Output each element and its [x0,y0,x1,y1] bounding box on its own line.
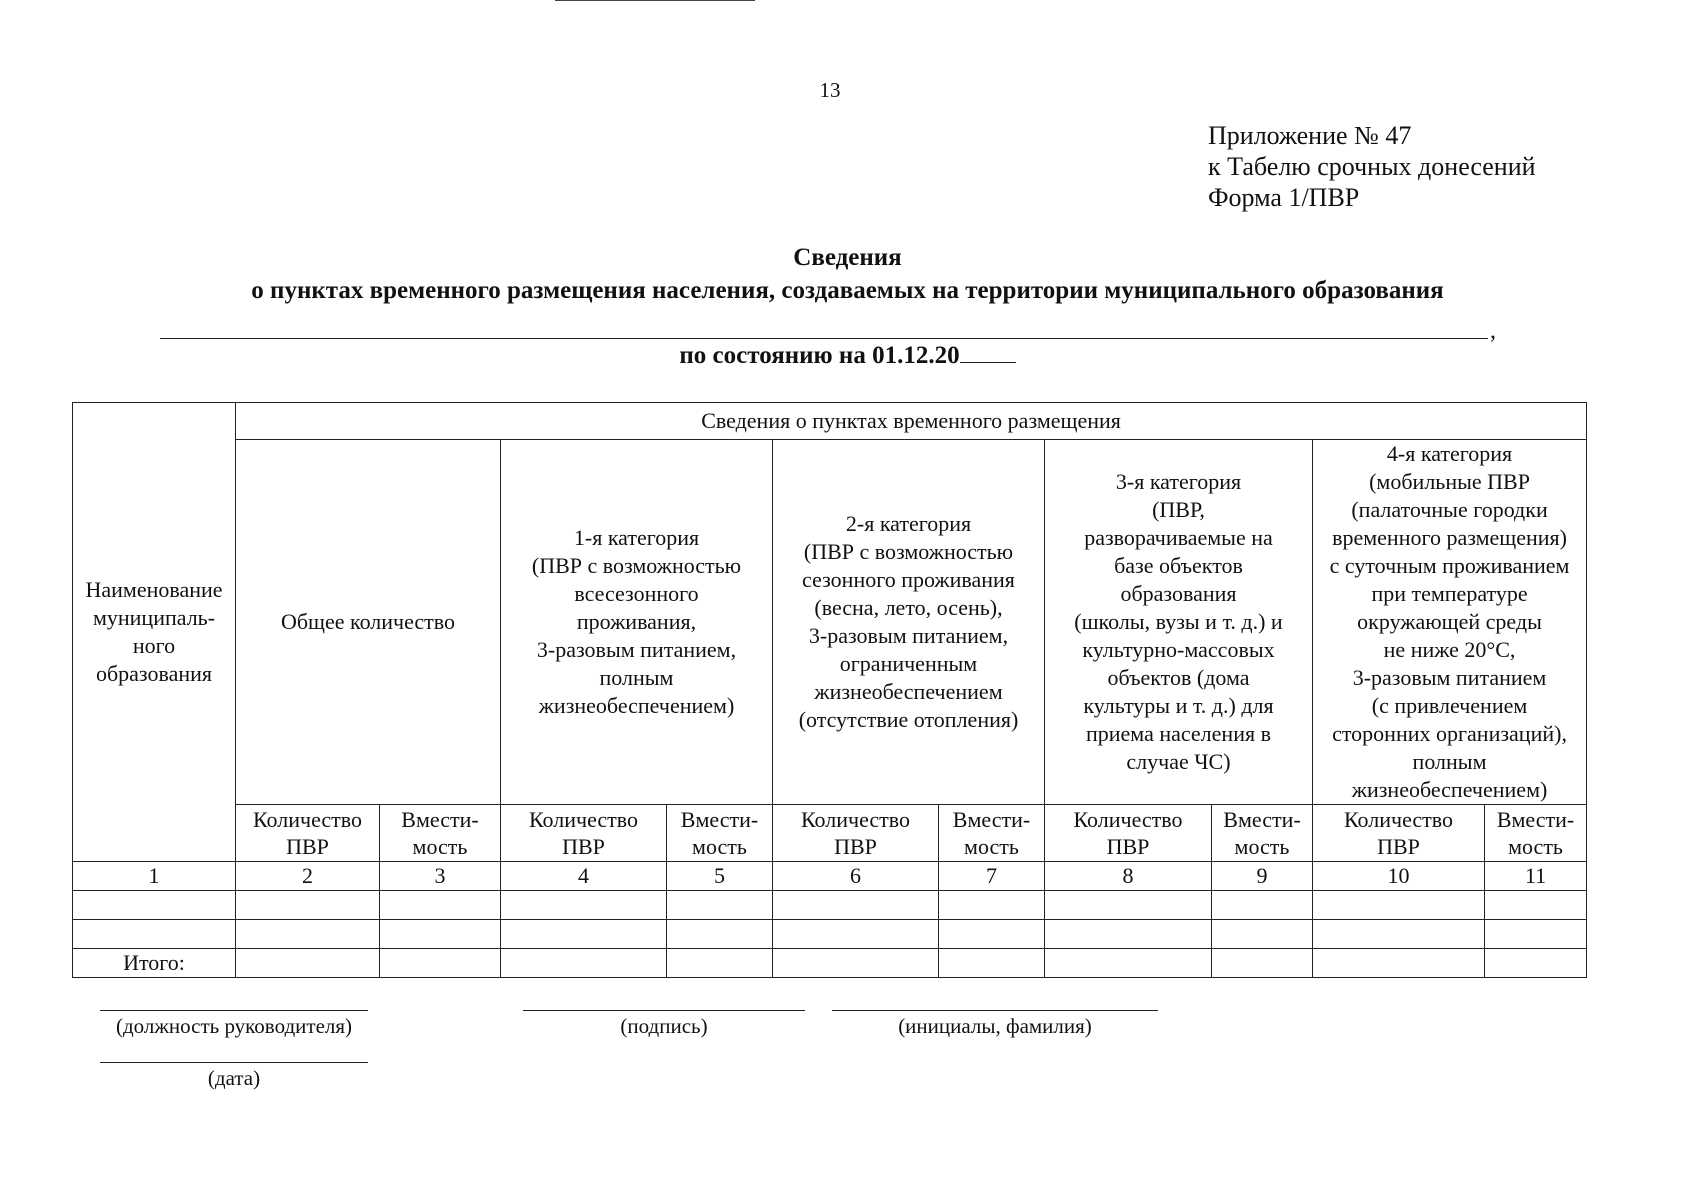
fill-line-comma: , [1490,318,1496,344]
empty-cell [1212,920,1313,949]
appendix-block [1208,120,1536,213]
category-4-header: 4-я категория (мобильные ПВР (палаточные городки временного размещения) с суточным проживанием при температуре окружающей среды не ниже 20°С, 3-разовым питанием (с привлечением сторонних организаций), полным жизнеобеспечением) [1313,440,1587,805]
count-header: Количество ПВР [236,805,380,862]
empty-cell [1485,891,1587,920]
total-label: Итого: [73,949,236,978]
empty-cell [501,891,667,920]
column-number: 1 [73,862,236,891]
column-number: 5 [667,862,773,891]
column-number: 9 [1212,862,1313,891]
empty-cell [667,920,773,949]
table-row [73,920,1587,949]
date-line [100,1062,368,1063]
category-2-header: 2-я категория (ПВР с возможностью сезонного проживания (весна, лето, осень), 3-разовым питанием, ограниченным жизнеобеспечением (отсутствие отопления) [773,440,1045,805]
capacity-header: Вмести- мость [939,805,1045,862]
name-caption: (инициалы, фамилия) [898,1014,1092,1038]
empty-cell [236,920,380,949]
column-number: 6 [773,862,939,891]
column-number: 3 [380,862,501,891]
column-number: 11 [1485,862,1587,891]
empty-cell [667,891,773,920]
empty-cell [773,920,939,949]
empty-cell [939,891,1045,920]
empty-cell [1313,920,1485,949]
count-header: Количество ПВР [1313,805,1485,862]
form-code: Форма 1/ПВР [1208,183,1360,212]
municipality-fill-line [160,338,1488,339]
column-number: 10 [1313,862,1485,891]
column-number: 2 [236,862,380,891]
document-subtitle: о пунктах временного размещения населения, создаваемых на территории муниципального образования [251,277,1444,304]
page-number: 13 [819,78,841,102]
empty-cell [1313,949,1485,978]
empty-cell [1485,949,1587,978]
year-blank [960,340,1016,363]
count-header: Количество ПВР [1045,805,1212,862]
category-total-header: Общее количество [236,440,501,805]
empty-cell [939,949,1045,978]
position-caption: (должность руководителя) [115,1014,353,1038]
municipality-header: Наименование муниципаль- ного образования [73,403,236,862]
empty-cell [380,920,501,949]
pvr-form-table [72,402,1587,978]
empty-cell [73,891,236,920]
column-number: 4 [501,862,667,891]
empty-cell [1485,920,1587,949]
category-3-header: 3-я категория (ПВР, разворачиваемые на базе объектов образования (школы, вузы и т. д.) и культурно-массовых объектов (дома культуры и т. д.) для приема населения в случае ЧС) [1045,440,1313,805]
empty-cell [1045,920,1212,949]
capacity-header: Вмести- мость [380,805,501,862]
table-row [73,891,1587,920]
empty-cell [773,891,939,920]
capacity-header: Вмести- мость [667,805,773,862]
capacity-header: Вмести- мость [1212,805,1313,862]
count-header: Количество ПВР [773,805,939,862]
empty-cell [501,949,667,978]
category-1-header: 1-я категория (ПВР с возможностью всесезонного проживания, 3-разовым питанием, полным жизнеобеспечением) [501,440,773,805]
as-of-date-line [0,340,1695,370]
empty-cell [236,891,380,920]
total-row [73,949,1587,978]
empty-cell [1212,891,1313,920]
appendix-number: Приложение № 47 [1208,121,1412,150]
position-signature-line [100,1010,368,1011]
empty-cell [1045,891,1212,920]
document-title: Сведения [793,244,902,271]
column-number: 7 [939,862,1045,891]
as-of-date-text: по состоянию на 01.12.20 [679,342,960,369]
empty-cell [236,949,380,978]
count-header: Количество ПВР [501,805,667,862]
empty-cell [73,920,236,949]
empty-cell [667,949,773,978]
empty-cell [380,891,501,920]
capacity-header: Вмести- мость [1485,805,1587,862]
signature-line [523,1010,805,1011]
empty-cell [773,949,939,978]
empty-cell [1045,949,1212,978]
group-header: Сведения о пунктах временного размещения [236,403,1587,440]
empty-cell [939,920,1045,949]
empty-cell [380,949,501,978]
appendix-reference: к Табелю срочных донесений [1208,152,1536,181]
top-edge-rule [555,0,755,1]
name-signature-line [832,1010,1158,1011]
signature-caption: (подпись) [620,1014,708,1038]
column-number: 8 [1045,862,1212,891]
empty-cell [1313,891,1485,920]
empty-cell [501,920,667,949]
date-caption: (дата) [207,1066,261,1090]
empty-cell [1212,949,1313,978]
